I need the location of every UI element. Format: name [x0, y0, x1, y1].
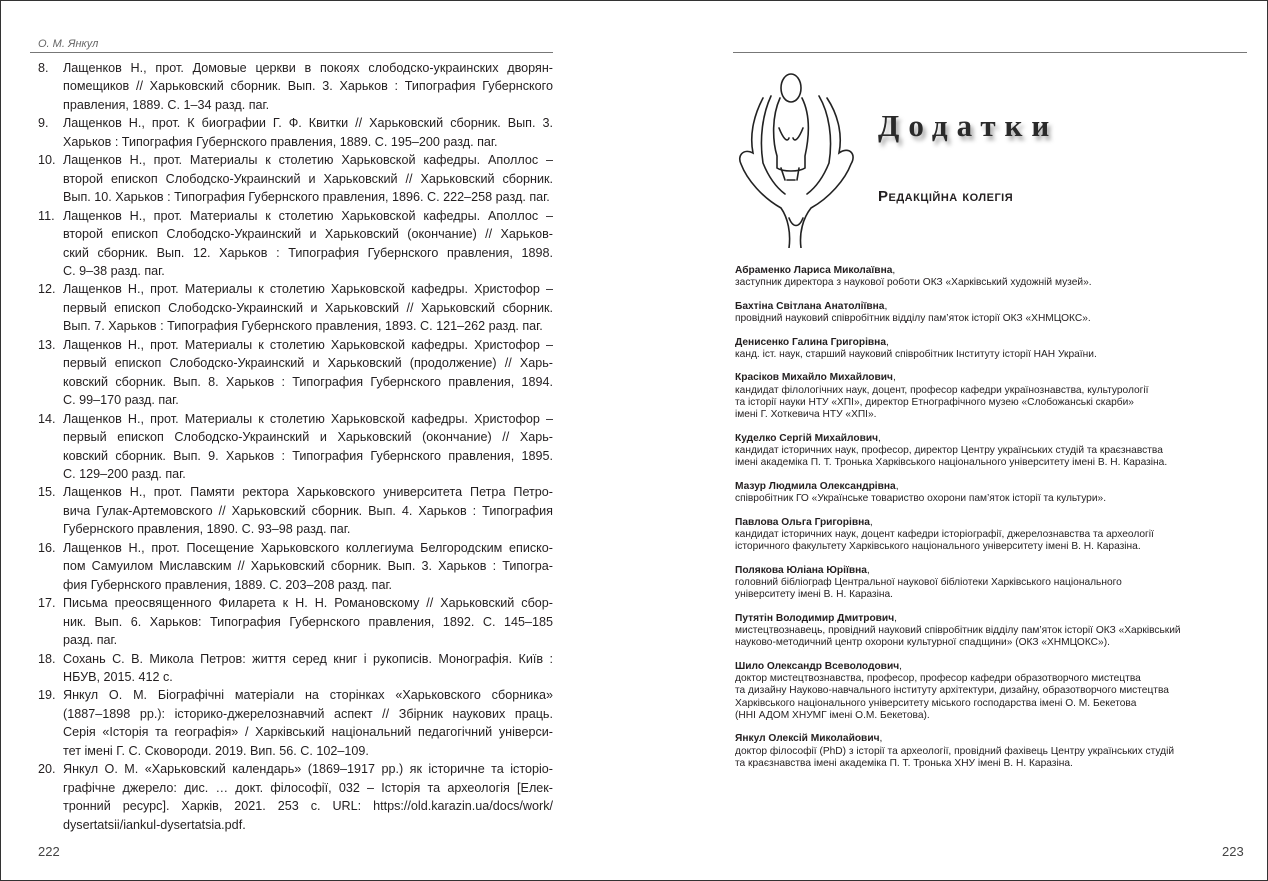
reference-line: разд. паг. — [63, 633, 118, 648]
reference-number: 12. — [38, 282, 56, 297]
reference-number: 9. — [38, 116, 49, 131]
reference-number: 19. — [38, 688, 56, 703]
reference-line: второй епископ Слободско-Украинский и Харьковский (окончание) // Харьков- — [63, 227, 553, 242]
reference-line: Вып. 7. Харьков : Типография Губернского правления, 1893. С. 121–262 разд. паг. — [63, 319, 543, 334]
reference-number: 14. — [38, 411, 56, 426]
reference-item — [38, 207, 553, 281]
reference-line: Янкул О. М. Біографічні матеріали на сторінках «Харьковского сборника» — [63, 688, 553, 703]
reference-line: второй епископ Слободско-Украинский и Харьковский // Харьковский сборник. — [63, 171, 553, 186]
hands-illustration-icon — [733, 68, 873, 253]
reference-item — [38, 410, 553, 484]
reference-line: Губернского правления, 1890. С. 93–98 разд. паг. — [63, 522, 351, 537]
reference-line: правления, 1889. С. 1–34 разд. паг. — [63, 97, 270, 112]
reference-line: dysertatsii/iankul-dysertatsia.pdf. — [63, 817, 246, 832]
reference-line: С. 129–200 разд. паг. — [63, 466, 186, 481]
member-description: доктор філософії (PhD) з історії та археології, провідний фахівець Центру українських студій — [735, 745, 1175, 757]
member-description: та дизайну Науково-навчального інституту архітектури, дизайну, образотворчого мистецтва — [735, 685, 1169, 697]
reference-number: 13. — [38, 337, 56, 352]
member-description: Харківського національного університету міського господарства імені О. М. Бекетова — [735, 697, 1137, 709]
reference-item — [38, 760, 553, 834]
section-title: Додатки — [878, 108, 1059, 143]
reference-line: первый епископ Слободско-Украинский и Харьковский // Харьковский сборник. — [63, 300, 553, 315]
member-description: кандидат історичних наук, доцент кафедри історіографії, джерелознавства та археології — [735, 528, 1154, 540]
member-description: науково-методичний центр охорони культурної спадщини» (ОКЗ «ХНМЦОКС»). — [735, 637, 1110, 649]
reference-item — [38, 594, 553, 649]
member-description: провідний науковий співробітник відділу пам’яток історії ОКЗ «ХНМЦОКС». — [735, 313, 1091, 325]
reference-line: (1887–1898 рр.): історико-джерелознавчий аспект // Збірник наукових праць. — [63, 706, 553, 721]
member-description: (ННІ АДОМ ХНУМГ імені О.М. Бекетова). — [735, 710, 930, 721]
reference-item — [38, 151, 553, 206]
reference-line: Лащенков Н., прот. Материалы к столетию Харьковской кафедры. Христофор – — [63, 337, 553, 352]
reference-line: ский сборник. Вып. 12. Харьков : Типография Губернского правления, 1898. — [63, 245, 553, 260]
board-member: Шило Олександр Всеволодович, доктор мистецтвознавства, професор, професор кафедри образотворчого мистецтва та дизайну Науково-навчального інституту архітектури, дизайну, образотворчого мистецтва Харківського національного університету міського господарства імені О. М. Бекетова (ННІ АДОМ ХНУМГ імені О.М. Бекетова). — [735, 661, 1255, 722]
section-subtitle: Редакційна колегія — [878, 188, 1014, 205]
reference-number: 18. — [38, 651, 56, 666]
reference-number: 11. — [38, 208, 55, 223]
member-description: та історії науки НТУ «ХПІ», директор Етнографічного музею «Слобожанські скарби» — [735, 396, 1134, 408]
member-description: мистецтвознавець, провідний науковий співробітник відділу пам’яток історії ОКЗ «Харківський — [735, 625, 1181, 637]
reference-item — [38, 280, 553, 335]
board-member: Полякова Юліана Юріївна, головний бібліограф Центральної наукової бібліотеки Харківського національного університету імені В. Н. Каразіна. — [735, 565, 1255, 602]
reference-line: тронний ресурс]. Харків, 2021. 253 с. URL: https://old.karazin.ua/docs/work/ — [63, 799, 553, 814]
header-rule-right — [733, 52, 1247, 53]
reference-line: ник. Вып. 6. Харьков: Типография Губернского правления, 1892. С. 145–185 — [63, 614, 553, 629]
member-description: заступник директора з наукової роботи ОКЗ «Харківський художній музей». — [735, 277, 1092, 289]
reference-line: Лащенков Н., прот. К биографии Г. Ф. Квитки // Харьковский сборник. Вып. 3. — [63, 116, 553, 131]
running-head: О. М. Янкул — [38, 38, 99, 50]
member-description: університету імені В. Н. Каразіна. — [735, 589, 893, 601]
member-description: кандидат історичних наук, професор, директор Центру українських студій та краєзнавства — [735, 445, 1163, 457]
board-member: Красіков Михайло Михайлович, кандидат філологічних наук, доцент, професор кафедри українознавства, культурології та історії науки НТУ «ХПІ», директор Етнографічного музею «Слобожанські скарби» імені Г. Хоткевича НТУ «ХПІ». — [735, 372, 1255, 421]
page-number-left: 222 — [38, 844, 60, 859]
reference-line: Сохань С. В. Микола Петров: життя серед книг і рукописів. Монографія. Київ : — [63, 651, 553, 666]
reference-line: Лащенков Н., прот. Материалы к столетию Харьковской кафедры. Христофор – — [63, 411, 553, 426]
reference-line: ковский сборник. Вып. 9. Харьков : Типография Губернского правления, 1895. — [63, 448, 553, 463]
member-name: Красіков Михайло Михайлович — [735, 372, 893, 384]
reference-number: 16. — [38, 540, 56, 555]
member-description: кандидат філологічних наук, доцент, професор кафедри українознавства, культурології — [735, 384, 1149, 396]
reference-item — [38, 114, 553, 151]
member-description: доктор мистецтвознавства, професор, професор кафедри образотворчого мистецтва — [735, 673, 1141, 685]
board-member: Куделко Сергій Михайлович, кандидат історичних наук, професор, директор Центру українських студій та краєзнавства імені академіка П. Т. Тронька Харківського національного університету імені В. Н. Каразіна. — [735, 433, 1255, 470]
board-member: Павлова Ольга Григорівна, кандидат історичних наук, доцент кафедри історіографії, джерелознавства та археології історичного факультету Харківського національного університету імені В. Н. Каразіна. — [735, 517, 1255, 554]
reference-line: Лащенков Н., прот. Посещение Харьковского коллегиума Белгородским еписко- — [63, 540, 553, 555]
reference-line: первый епископ Слободско-Украинский и Харьковский (окончание) // Харь- — [63, 430, 553, 445]
member-description: імені Г. Хоткевича НТУ «ХПІ». — [735, 409, 877, 421]
board-member: Мазур Людмила Олександрівна, співробітник ГО «Українське товариство охорони пам’яток історії та культури». — [735, 481, 1255, 506]
reference-line: тет імені Г. С. Сковороди. 2019. Вип. 56. С. 102–109. — [63, 743, 369, 758]
reference-line: фия Губернского правления, 1889. С. 203–208 разд. паг. — [63, 577, 393, 592]
member-name: Путятін Володимир Дмитрович — [735, 612, 895, 624]
member-name: Бахтіна Світлана Анатоліївна — [735, 300, 885, 312]
reference-line: Письма преосвященного Филарета к Н. Н. Романовскому // Харьковский сбор- — [63, 596, 553, 611]
board-member: Бахтіна Світлана Анатоліївна, провідний науковий співробітник відділу пам’яток історії ОКЗ «ХНМЦОКС». — [735, 301, 1255, 326]
reference-line: Лащенков Н., прот. Домовые церкви в покоях слободско-украинских дворян- — [63, 61, 553, 75]
member-name: Павлова Ольга Григорівна — [735, 516, 870, 528]
reference-line: Серія «Історія та географія» / Харківський національний педагогічний універси- — [63, 725, 553, 740]
board-member: Янкул Олексій Миколайович, доктор філософії (PhD) з історії та археології, провідний фахівець Центру українських студій та краєзнавства імені академіка П. Т. Тронька ХНУ імені В. Н. Каразіна. — [735, 733, 1255, 770]
reference-line: Харьков : Типография Губернского правления, 1889. С. 195–200 разд. паг. — [63, 134, 498, 149]
reference-line: Лащенков Н., прот. Материалы к столетию Харьковской кафедры. Аполлос – — [63, 153, 553, 168]
member-description: та краєзнавства імені академіка П. Т. Тронька ХНУ імені В. Н. Каразіна. — [735, 758, 1073, 770]
page-number-right: 223 — [1222, 844, 1244, 859]
reference-item — [38, 650, 553, 687]
member-description: канд. іст. наук, старший науковий співробітник Інституту історії НАН України. — [735, 348, 1097, 360]
member-description: співробітник ГО «Українське товариство охорони пам’яток історії та культури». — [735, 493, 1107, 505]
member-name: Шило Олександр Всеволодович — [735, 660, 900, 672]
reference-line: С. 9–38 разд. паг. — [63, 263, 165, 278]
reference-line: первый епископ Слободско-Украинский и Харьковский (продолжение) // Харь- — [63, 356, 553, 371]
member-description: історичного факультету Харківського національного університету імені В. Н. Каразіна. — [735, 541, 1141, 553]
reference-line: графічне джерело: дис. … докт. філософії, 032 – Історія та археологія [Елек- — [63, 780, 553, 795]
reference-line: НБУВ, 2015. 412 с. — [63, 669, 173, 684]
editorial-board-list — [735, 265, 1255, 782]
board-member: Денисенко Галина Григорівна, канд. іст. наук, старший науковий співробітник Інституту історії НАН України. — [735, 337, 1255, 362]
reference-number: 15. — [38, 485, 56, 500]
reference-item — [38, 336, 553, 410]
reference-line: Лащенков Н., прот. Памяти ректора Харьковского университета Петра Петро- — [63, 485, 553, 500]
member-name: Полякова Юліана Юріївна — [735, 564, 867, 576]
reference-line: вича Гулак-Артемовского // Харьковский сборник. Вып. 4. Харьков : Типография — [63, 503, 553, 518]
reference-item — [38, 686, 553, 760]
board-member: Путятін Володимир Дмитрович, мистецтвознавець, провідний науковий співробітник відділу пам’яток історії ОКЗ «Харківський науково-методичний центр охорони культурної спадщини» (ОКЗ «ХНМЦОКС»). — [735, 613, 1255, 650]
reference-line: помещиков // Харьковский сборник. Вып. 3. Харьков : Типография Губернского — [63, 79, 553, 94]
reference-line: Янкул О. М. «Харьковский календарь» (1869–1917 рр.) як історичне та історіо- — [63, 762, 553, 777]
member-description: головний бібліограф Центральної наукової бібліотеки Харківського національного — [735, 576, 1122, 588]
reference-line: ковский сборник. Вып. 8. Харьков : Типография Губернского правления, 1894. — [63, 374, 553, 389]
reference-item — [38, 59, 553, 114]
header-rule-left — [30, 52, 553, 53]
reference-line: С. 99–170 разд. паг. — [63, 393, 179, 408]
member-name: Мазур Людмила Олександрівна — [735, 480, 896, 492]
reference-item — [38, 483, 553, 538]
reference-number: 20. — [38, 762, 56, 777]
member-description: імені академіка П. Т. Тронька Харківського національного університету імені В. Н. Каразіна. — [735, 457, 1168, 469]
reference-line: Лащенков Н., прот. Материалы к столетию Харьковской кафедры. Христофор – — [63, 282, 553, 297]
member-name: Куделко Сергій Михайлович — [735, 432, 879, 444]
reference-line: Вып. 10. Харьков : Типография Губернского правления, 1896. С. 222–258 разд. паг. — [63, 190, 550, 205]
reference-line: пом Самуилом Миславским // Харьковский сборник. Вып. 3. Харьков : Типогра- — [63, 559, 553, 574]
board-member: Абраменко Лариса Миколаївна, заступник директора з наукової роботи ОКЗ «Харківський художній музей». — [735, 265, 1255, 290]
member-name: Янкул Олексій Миколайович — [735, 733, 880, 745]
reference-line: Лащенков Н., прот. Материалы к столетию Харьковской кафедры. Аполлос – — [63, 208, 553, 223]
member-name: Абраменко Лариса Миколаївна — [735, 265, 893, 276]
member-name: Денисенко Галина Григорівна — [735, 336, 886, 348]
reference-number: 8. — [38, 61, 49, 75]
reference-number: 10. — [38, 153, 56, 168]
reference-item — [38, 539, 553, 594]
reference-number: 17. — [38, 596, 56, 611]
reference-list — [38, 59, 553, 834]
